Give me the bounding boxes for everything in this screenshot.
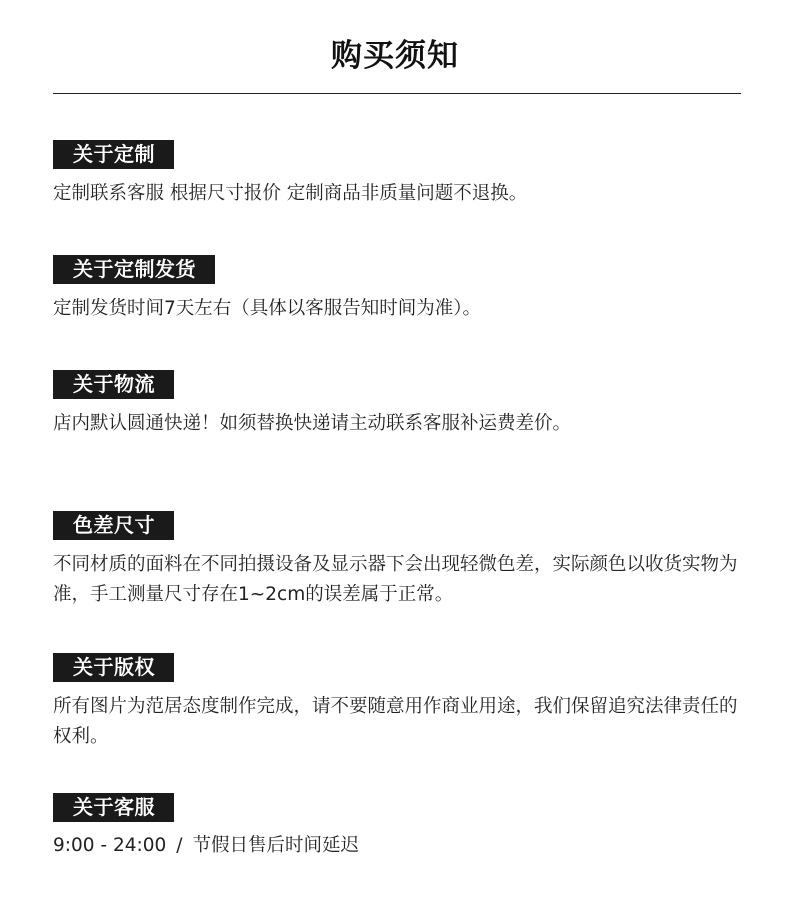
section-copyright	[53, 653, 753, 752]
page-title: 购买须知	[331, 38, 459, 74]
service-holiday-note: 节假日售后时间延迟	[192, 835, 360, 856]
section-text-custom: 定制联系客服 根据尺寸报价 定制商品非质量问题不退换。	[53, 183, 528, 204]
section-label-logistics: 关于物流	[53, 370, 174, 399]
service-hours-separator: /	[176, 835, 183, 856]
section-text-logistics: 店内默认圆通快递！如须替换快递请主动联系客服补运费差价。	[53, 413, 572, 434]
section-label-color-size: 色差尺寸	[53, 511, 174, 540]
service-hours-line	[53, 831, 753, 861]
section-custom-shipping	[53, 255, 753, 324]
section-customer-service	[53, 793, 753, 861]
section-label-copyright: 关于版权	[53, 653, 174, 682]
title-divider	[53, 93, 741, 94]
section-text-custom-shipping: 定制发货时间7天左右（具体以客服告知时间为准）。	[53, 298, 482, 319]
section-label-custom: 关于定制	[53, 140, 174, 169]
section-logistics	[53, 370, 753, 439]
section-text-color-size: 不同材质的面料在不同拍摄设备及显示器下会出现轻微色差，实际颜色以收货实物为准，手工测量尺寸存在1~2cm的误差属于正常。	[53, 554, 738, 605]
section-color-size	[53, 511, 753, 610]
section-label-customer-service: 关于客服	[53, 793, 174, 822]
service-hours: 9:00 - 24:00	[53, 835, 167, 856]
section-text-copyright: 所有图片为范居态度制作完成，请不要随意用作商业用途，我们保留追究法律责任的权利。	[53, 696, 738, 747]
section-label-custom-shipping: 关于定制发货	[53, 255, 215, 284]
section-custom	[53, 140, 753, 209]
